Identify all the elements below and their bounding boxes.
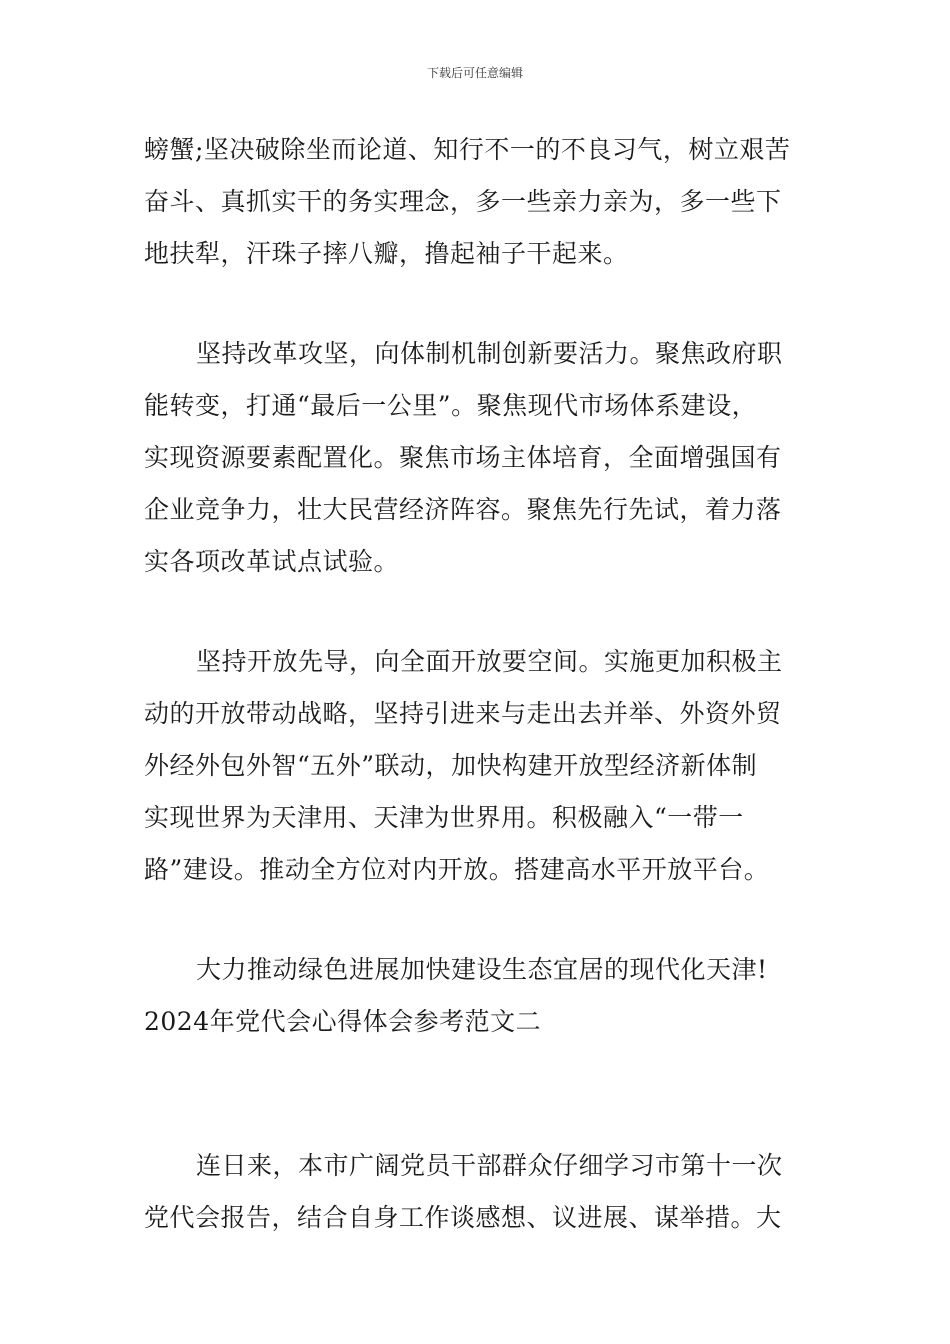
- paragraph-line: 路”建设。推动全方位对内开放。搭建高水平开放平台。: [144, 855, 770, 884]
- paragraph-line: 实各项改革试点试验。: [144, 547, 400, 576]
- paragraph-5: [144, 1140, 808, 1244]
- paragraph-3: [144, 636, 808, 896]
- paragraph-line: 实现世界为天津用、天津为世界用。积极融入“一带一: [144, 803, 744, 832]
- section-title: 2024年党代会心得体会参考范文二: [144, 1007, 542, 1036]
- paragraph-2: [144, 328, 808, 588]
- paragraph-spacer: [144, 896, 808, 944]
- paragraph-line: 坚持改革攻坚，向体制机制创新要活力。聚焦政府职: [196, 339, 783, 368]
- paragraph-line: 外经外包外智“五外”联动，加快构建开放型经济新体制: [144, 751, 758, 780]
- paragraph-4: [144, 944, 808, 1048]
- paragraph-spacer: [144, 280, 808, 328]
- paragraph-line: 地扶犁，汗珠子摔八瓣，撸起袖子干起来。: [144, 239, 629, 268]
- paragraph-1: [144, 124, 808, 280]
- paragraph-line: 坚持开放先导，向全面开放要空间。实施更加积极主: [196, 647, 783, 676]
- paragraph-line: 连日来，本市广阔党员干部群众仔细学习市第十一次: [196, 1151, 783, 1180]
- paragraph-line: 大力推动绿色进展加快建设生态宜居的现代化天津!: [196, 955, 768, 984]
- paragraph-line: 党代会报告，结合自身工作谈感想、议进展、谋举措。大: [144, 1203, 782, 1232]
- paragraph-spacer: [144, 588, 808, 636]
- paragraph-line: 能转变，打通“最后一公里”。聚焦现代市场体系建设，: [144, 391, 758, 420]
- paragraph-line: 螃蟹;坚决破除坐而论道、知行不一的不良习气，树立艰苦: [144, 135, 791, 164]
- paragraph-line: 奋斗、真抓实干的务实理念，多一些亲力亲为，多一些下: [144, 187, 782, 216]
- paragraph-line: 企业竞争力，壮大民营经济阵容。聚焦先行先试，着力落: [144, 495, 782, 524]
- paragraph-line: 实现资源要素配置化。聚焦市场主体培育，全面增强国有: [144, 443, 782, 472]
- paragraph-line: 动的开放带动战略，坚持引进来与走出去并举、外资外贸: [144, 699, 782, 728]
- paragraph-spacer: [144, 1048, 808, 1140]
- document-body: [144, 124, 808, 1244]
- page-header: 下载后可任意编辑: [426, 66, 523, 80]
